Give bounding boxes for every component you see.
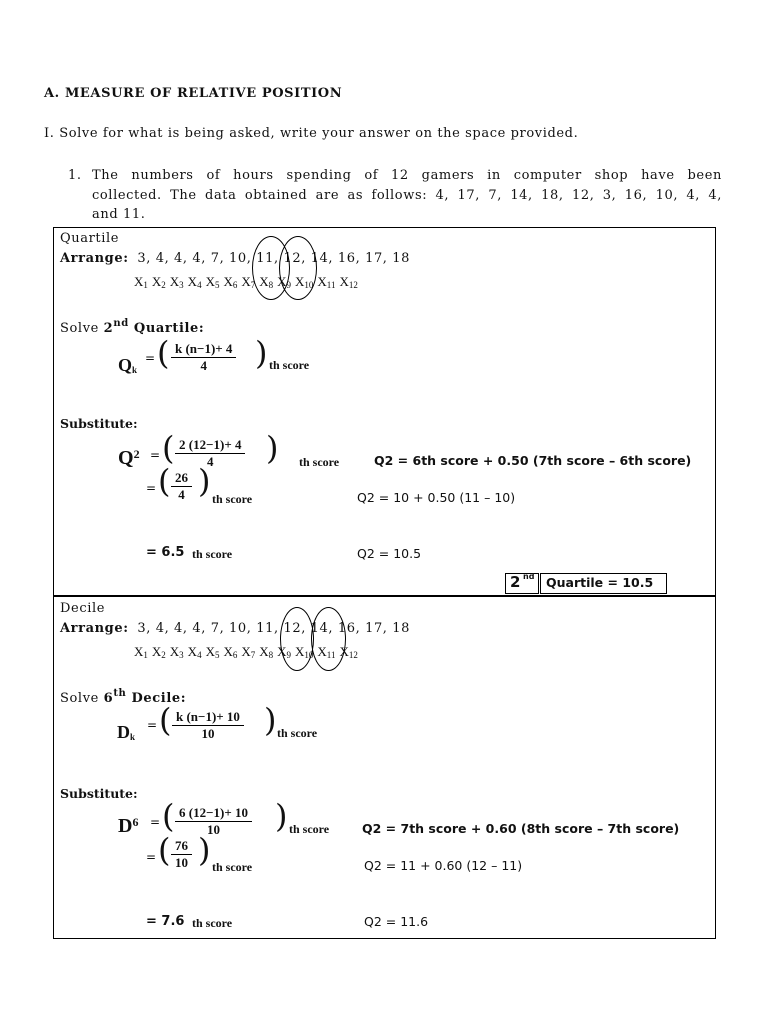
arrange-values: 3, 4, 4, 4, 7, 10, 11, 12, 14, 16, 17, 18 — [137, 251, 411, 266]
answer-ordinal-box: 2 nd — [505, 573, 539, 594]
arrange-label: Arrange: — [60, 621, 129, 636]
position-label: $X_5$ — [205, 644, 220, 660]
problem-line-1: The numbers of hours spending of 12 gamers in computer shop have been — [92, 168, 722, 183]
paren-open: ( — [158, 462, 171, 500]
circle-x7 — [280, 607, 314, 671]
equals-sign: = — [150, 815, 161, 829]
position-label: $X_3$ — [169, 644, 184, 660]
q2-interpolation-line: Q2 = 6th score + 0.50 (7th score – 6th score) — [374, 453, 692, 468]
position-label: $X_1$ — [134, 644, 148, 660]
q2-result-line: Q2 = 10.5 — [357, 546, 422, 561]
th-score-label: th score — [192, 916, 233, 930]
instruction-text: I. Solve for what is being asked, write your answer on the space provided. — [44, 126, 579, 141]
quartile-heading: Quartile — [60, 231, 120, 246]
position-label: $X_2$ — [151, 274, 166, 290]
position-label: $X_7$ — [241, 644, 256, 660]
arrange-values: 3, 4, 4, 4, 7, 10, 11, 12, 14, 16, 17, 18 — [137, 621, 411, 636]
d6-sub-fraction — [175, 805, 252, 838]
equals-sign: = — [147, 718, 158, 732]
d6-step2-fraction — [171, 838, 192, 871]
solve-suffix: Decile: — [126, 691, 187, 706]
q2-calc-line: Q2 = 10 + 0.50 (11 – 10) — [357, 490, 516, 505]
quartile-arrange-row — [60, 251, 410, 266]
solve-ordinal-sup: nd — [113, 318, 129, 329]
th-score-label: th score — [269, 358, 310, 372]
substitute-label: Substitute: — [60, 786, 138, 801]
q2-sub-denominator: 4 — [206, 454, 214, 469]
equals-sign: = — [145, 351, 156, 365]
d6-calc-line: Q2 = 11 + 0.60 (12 – 11) — [364, 858, 523, 873]
th-score-label: th score — [212, 860, 253, 874]
q2-step2-denominator: 4 — [178, 487, 185, 502]
position-label: $X_4$ — [187, 644, 202, 660]
paren-open: ( — [158, 831, 171, 869]
d6-step3: = 7.6 — [146, 914, 185, 929]
equals-sign: = — [146, 481, 157, 495]
dk-symbol: $D_k$ — [117, 722, 136, 742]
paren-close: ) — [264, 701, 277, 739]
th-score-label: th score — [212, 492, 253, 506]
d6-symbol: $D^6$ — [118, 815, 139, 837]
equals-sign: = — [150, 448, 161, 462]
position-label: $X_5$ — [205, 274, 220, 290]
position-label: $X_2$ — [151, 644, 166, 660]
position-label: $X_9$ — [277, 644, 292, 660]
th-score-label: th score — [192, 547, 233, 561]
qk-numerator: k (n−1)+ 4 — [171, 341, 236, 358]
d6-sub-denominator: 10 — [206, 822, 220, 837]
circle-x7 — [279, 236, 317, 300]
paren-close: ) — [198, 831, 211, 869]
dk-fraction — [172, 709, 244, 742]
position-label: $X_{12}$ — [339, 644, 358, 660]
solve-ordinal: 6 — [103, 691, 114, 706]
circle-x8 — [311, 607, 346, 671]
qk-symbol: $Q_k$ — [118, 355, 138, 375]
q2-sub-numerator: 2 (12−1)+ 4 — [175, 437, 245, 454]
quartile-positions — [134, 274, 362, 290]
decile-heading: Decile — [60, 601, 106, 616]
section-title: A. MEASURE OF RELATIVE POSITION — [44, 86, 343, 101]
paren-open: ( — [157, 334, 170, 372]
solve-prefix: Solve — [60, 691, 104, 706]
qk-denominator: 4 — [200, 358, 207, 373]
position-label: $X_{10}$ — [295, 274, 314, 290]
q2-step3: = 6.5 — [146, 545, 185, 560]
solve-ordinal-sup: th — [113, 688, 127, 699]
th-score-label: th score — [277, 726, 318, 740]
position-label: $X_6$ — [223, 644, 238, 660]
q2-symbol: $Q^2$ — [118, 447, 140, 469]
equals-sign: = — [146, 850, 157, 864]
problem-line-3: and 11. — [92, 207, 146, 222]
paren-close: ) — [255, 334, 268, 372]
solve-prefix: Solve — [60, 321, 104, 336]
position-label: $X_6$ — [223, 274, 238, 290]
position-label: $X_{12}$ — [339, 274, 358, 290]
paren-open: ( — [162, 429, 175, 467]
answer-value-box: Quartile = 10.5 — [540, 573, 667, 594]
d6-interpolation-line: Q2 = 7th score + 0.60 (8th score – 7th score) — [362, 821, 680, 836]
position-label: $X_{10}$ — [295, 644, 314, 660]
paren-open: ( — [159, 701, 172, 739]
dk-denominator: 10 — [201, 726, 215, 741]
d6-result-line: Q2 = 11.6 — [364, 914, 429, 929]
qk-fraction — [171, 341, 236, 374]
paren-close: ) — [266, 429, 279, 467]
paren-close: ) — [275, 797, 288, 835]
paren-open: ( — [162, 797, 175, 835]
th-score-label: th score — [299, 455, 340, 469]
position-label: $X_8$ — [259, 644, 274, 660]
dk-numerator: k (n−1)+ 10 — [172, 709, 244, 726]
position-label: $X_{11}$ — [317, 644, 336, 660]
substitute-label: Substitute: — [60, 416, 138, 431]
position-label: $X_4$ — [187, 274, 202, 290]
paren-close: ) — [198, 462, 211, 500]
problem-line-2: collected. The data obtained are as follows: 4, 17, 7, 14, 18, 12, 3, 16, 10, 4, 4, — [92, 188, 722, 203]
solve-quartile-heading — [60, 318, 204, 336]
decile-arrange-row — [60, 621, 410, 636]
d6-step2-denominator: 10 — [175, 855, 188, 870]
q2-step2-fraction — [171, 470, 192, 503]
solve-ordinal: 2 — [103, 321, 114, 336]
d6-step2-numerator: 76 — [171, 838, 192, 855]
position-label: $X_3$ — [169, 274, 184, 290]
q2-step2-numerator: 26 — [171, 470, 192, 487]
position-label: $X_1$ — [134, 274, 148, 290]
position-label: $X_8$ — [259, 274, 274, 290]
position-label: $X_{11}$ — [317, 274, 336, 290]
solve-suffix: Quartile: — [128, 321, 205, 336]
arrange-label: Arrange: — [60, 251, 129, 266]
problem-number: 1. — [68, 168, 82, 183]
position-label: $X_7$ — [241, 274, 256, 290]
d6-sub-numerator: 6 (12−1)+ 10 — [175, 805, 252, 822]
position-label: $X_9$ — [277, 274, 292, 290]
th-score-label: th score — [289, 822, 330, 836]
